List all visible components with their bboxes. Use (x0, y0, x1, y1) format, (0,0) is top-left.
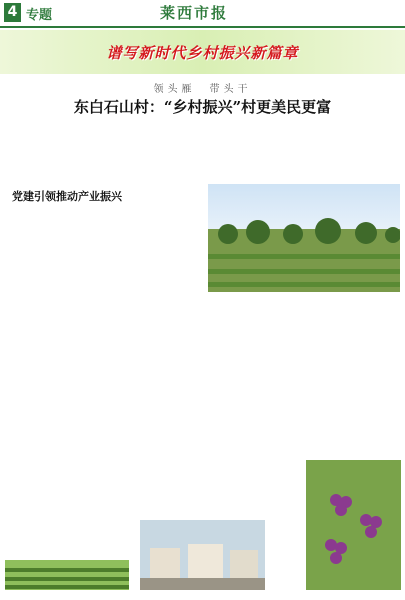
banner-title: 谱写新时代乡村振兴新篇章 (106, 44, 299, 62)
section-name: 专题 (26, 8, 53, 23)
topic-banner (0, 30, 405, 74)
article-col3 (271, 122, 401, 180)
field-photo (208, 184, 400, 292)
bottom-photo-3 (306, 460, 401, 590)
vineyard-photo (5, 560, 129, 590)
article-headline: 东白石山村：“乡村振兴”村更美民更富 (73, 98, 332, 116)
page-number: 4 (4, 3, 21, 22)
bottom-photo-2 (140, 520, 265, 590)
village-photo (140, 520, 265, 590)
masthead: 莱西市报 (160, 4, 229, 22)
article-kicker: 领头雁 带头干 (153, 84, 252, 95)
article-col2 (138, 122, 266, 180)
article-intro (5, 122, 133, 180)
section-title: 党建引领推动产业振兴 (12, 190, 122, 203)
page-header (0, 0, 405, 28)
bottom-photo-1 (5, 560, 129, 590)
grapes-photo (306, 460, 401, 590)
section-col2 (106, 206, 202, 556)
section-col4 (306, 304, 401, 454)
section-col1 (5, 206, 101, 556)
top-photo (208, 184, 400, 292)
